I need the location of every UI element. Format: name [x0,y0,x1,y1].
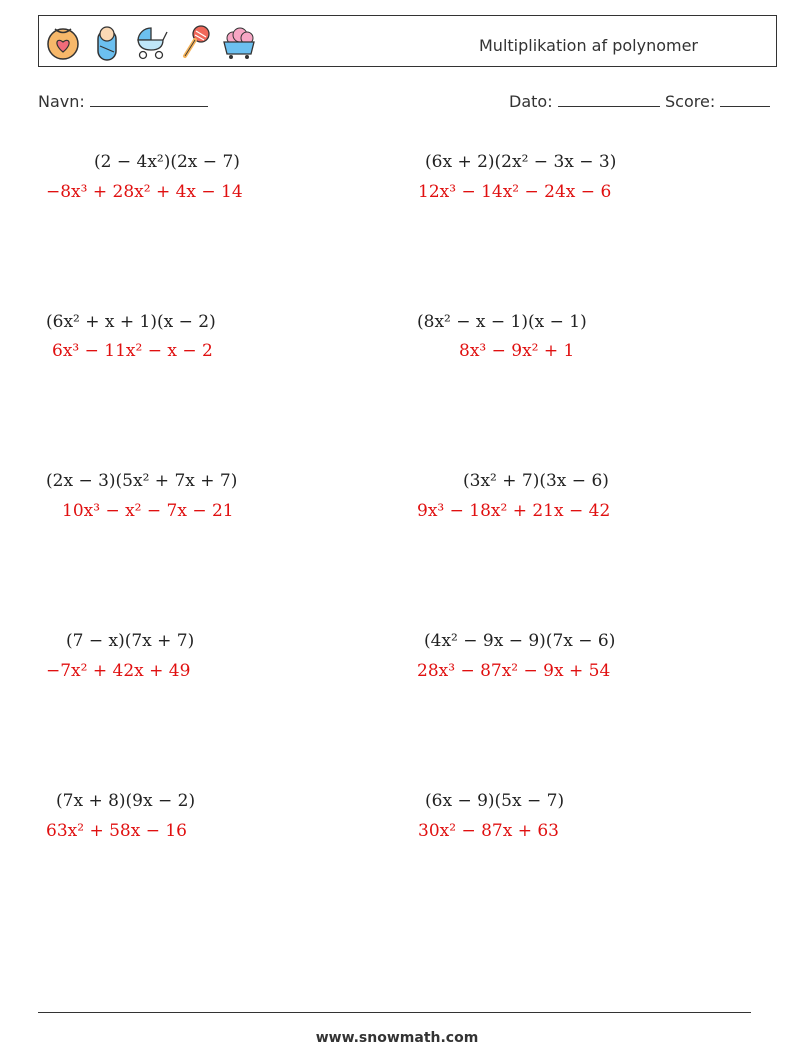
problem-answer: 12x³ − 14x² − 24x − 6 [418,182,612,202]
worksheet-title: Multiplikation af polynomer [479,36,698,55]
problem-answer: −8x³ + 28x² + 4x − 14 [46,182,243,202]
problem-question: (8x² − x − 1)(x − 1) [417,312,587,332]
baby-stroller-icon [133,22,169,62]
problem-question: (6x − 9)(5x − 7) [425,791,565,811]
score-blank[interactable] [720,92,770,107]
date-blank[interactable] [558,92,660,107]
date-field [509,92,660,111]
score-label: Score: [665,92,716,111]
date-label: Dato: [509,92,553,111]
problem-answer: 10x³ − x² − 7x − 21 [62,501,234,521]
swaddled-baby-icon [89,22,125,62]
score-field [665,92,770,111]
problem-question: (3x² + 7)(3x − 6) [463,471,609,491]
problem-question: (2x − 3)(5x² + 7x + 7) [46,471,238,491]
footer-website: www.snowmath.com [315,1030,479,1046]
footer-divider [38,1012,751,1013]
name-blank[interactable] [90,92,208,107]
problem-answer: 9x³ − 18x² + 21x − 42 [417,501,611,521]
worksheet-header [38,15,777,67]
problem-question: (2 − 4x²)(2x − 7) [94,152,240,172]
problem-question: (6x + 2)(2x² − 3x − 3) [425,152,617,172]
problem-question: (7 − x)(7x + 7) [66,631,195,651]
problem-answer: 8x³ − 9x² + 1 [459,341,575,361]
problem-question: (6x² + x + 1)(x − 2) [46,312,216,332]
baby-rattle-icon [177,22,213,62]
name-field [38,92,208,111]
problem-question: (4x² − 9x − 9)(7x − 6) [424,631,616,651]
problem-answer: 6x³ − 11x² − x − 2 [52,341,213,361]
problem-answer: 28x³ − 87x² − 9x + 54 [417,661,611,681]
problem-answer: 30x² − 87x + 63 [418,821,559,841]
header-icons [45,22,257,62]
problem-answer: −7x² + 42x + 49 [46,661,191,681]
baby-bathtub-icon [221,22,257,62]
problem-question: (7x + 8)(9x − 2) [56,791,196,811]
problem-answer: 63x² + 58x − 16 [46,821,187,841]
baby-bib-icon [45,22,81,62]
name-label: Navn: [38,92,85,111]
